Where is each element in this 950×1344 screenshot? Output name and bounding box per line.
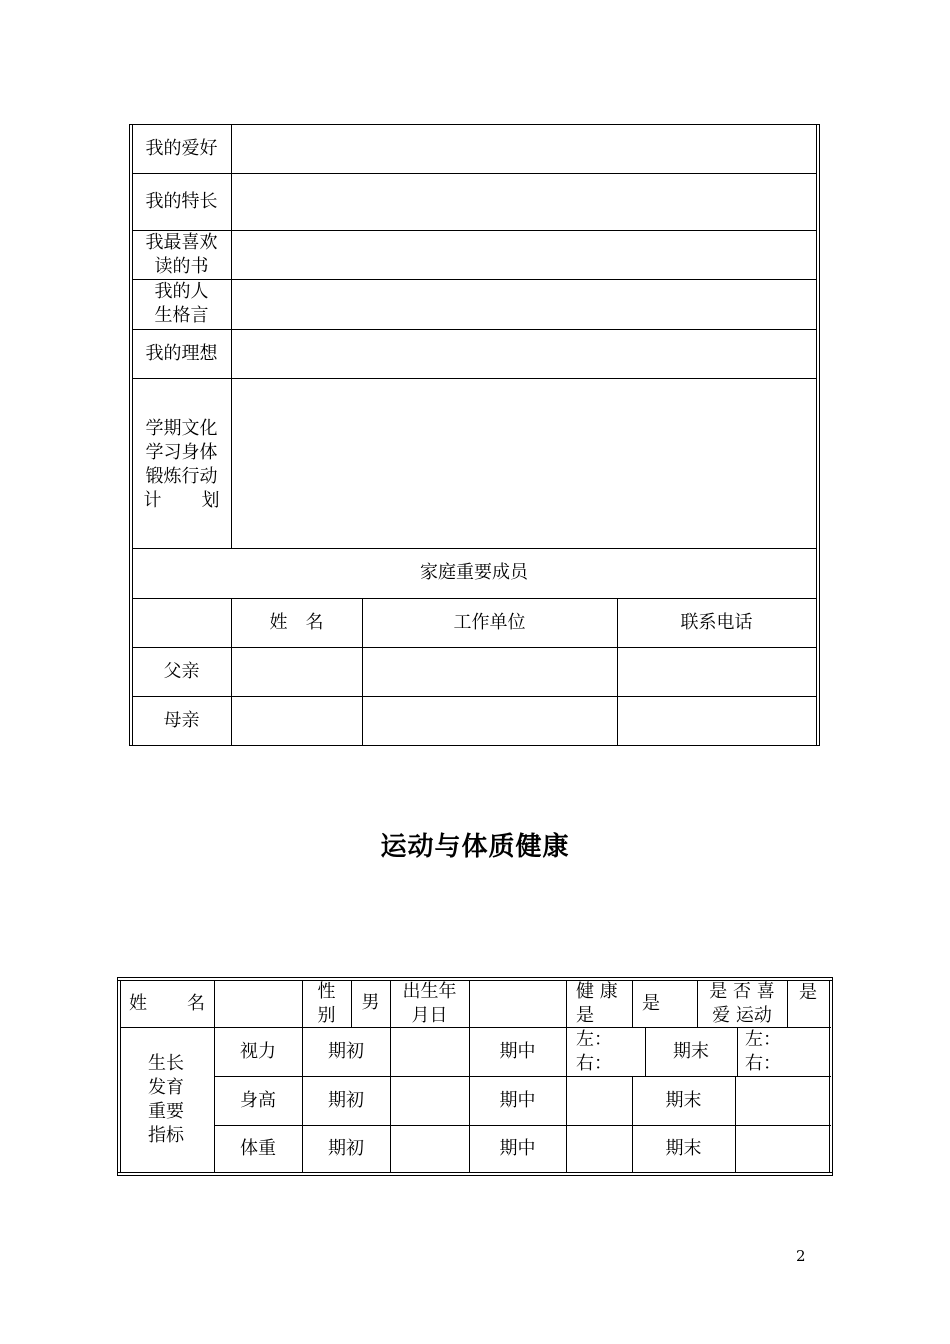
col-name-header: 姓 名 bbox=[269, 611, 324, 633]
weight-label: 体重 bbox=[240, 1138, 276, 1159]
ideal-label: 我的理想 bbox=[145, 342, 218, 364]
col-phone-header: 联系电话 bbox=[680, 611, 753, 633]
mother-row-label: 母亲 bbox=[163, 709, 200, 731]
height-label: 身高 bbox=[240, 1089, 276, 1111]
father-name-field[interactable] bbox=[232, 648, 362, 696]
vision-term-end-label: 期末 bbox=[673, 1040, 709, 1062]
likes-sport-value[interactable]: 是 bbox=[799, 982, 817, 1003]
weight-term-start-field[interactable] bbox=[391, 1126, 469, 1173]
healthy-value[interactable]: 是 bbox=[642, 992, 660, 1014]
birth-date-label: 出生年 月日 bbox=[402, 980, 457, 1026]
name-label: 姓 名 bbox=[129, 992, 205, 1014]
hobby-label: 我的爱好 bbox=[145, 137, 218, 159]
family-section-title: 家庭重要成员 bbox=[420, 562, 528, 583]
vision-term-start-label: 期初 bbox=[328, 1040, 364, 1062]
weight-term-end-field[interactable] bbox=[736, 1126, 829, 1173]
weight-term-end-label: 期末 bbox=[665, 1138, 702, 1159]
weight-term-mid-label: 期中 bbox=[499, 1138, 536, 1159]
student-name-field[interactable] bbox=[215, 981, 302, 1027]
height-term-end-field[interactable] bbox=[736, 1077, 829, 1125]
height-term-end-label: 期末 bbox=[665, 1089, 702, 1111]
motto-label: 我的人 生格言 bbox=[154, 281, 209, 326]
plan-field[interactable] bbox=[232, 379, 816, 548]
gender-label: 性 别 bbox=[317, 980, 336, 1026]
height-term-start-field[interactable] bbox=[391, 1077, 469, 1125]
col-work-header: 工作单位 bbox=[453, 611, 526, 633]
father-row-label: 父亲 bbox=[163, 660, 200, 682]
healthy-label: 健 康 是 bbox=[576, 980, 618, 1026]
growth-indicators-label: 生长 发育 重要 指标 bbox=[148, 1053, 184, 1146]
specialty-field[interactable] bbox=[232, 174, 816, 230]
weight-term-start-label: 期初 bbox=[328, 1138, 364, 1159]
father-work-field[interactable] bbox=[363, 648, 617, 696]
ideal-field[interactable] bbox=[232, 330, 816, 378]
gender-value[interactable]: 男 bbox=[361, 992, 380, 1013]
vision-term-end-field[interactable]: 左： 右： bbox=[745, 1028, 781, 1074]
father-phone-field[interactable] bbox=[618, 648, 816, 696]
likes-sport-label: 是 否 喜 爱 运动 bbox=[709, 980, 775, 1026]
height-term-mid-field[interactable] bbox=[567, 1077, 632, 1125]
hobby-field[interactable] bbox=[232, 125, 816, 173]
section-title: 运动与体质健康 bbox=[380, 832, 570, 862]
mother-work-field[interactable] bbox=[363, 697, 617, 745]
vision-term-start-field[interactable] bbox=[391, 1028, 469, 1076]
mother-phone-field[interactable] bbox=[618, 697, 816, 745]
height-term-start-label: 期初 bbox=[328, 1089, 364, 1111]
favorite-book-label: 我最喜欢 读的书 bbox=[145, 231, 218, 277]
vision-term-mid-label: 期中 bbox=[499, 1040, 536, 1062]
vision-label: 视力 bbox=[240, 1040, 276, 1062]
weight-term-mid-field[interactable] bbox=[567, 1126, 632, 1173]
page-number: 2 bbox=[796, 1247, 806, 1265]
birth-date-field[interactable] bbox=[470, 981, 566, 1027]
motto-field[interactable] bbox=[232, 280, 816, 329]
plan-label: 学期文化 学习身体 锻炼行动 计 划 bbox=[143, 418, 220, 511]
favorite-book-field[interactable] bbox=[232, 231, 816, 279]
specialty-label: 我的特长 bbox=[145, 190, 218, 212]
mother-name-field[interactable] bbox=[232, 697, 362, 745]
height-term-mid-label: 期中 bbox=[499, 1089, 536, 1111]
vision-term-mid-field[interactable]: 左： 右： bbox=[576, 1028, 612, 1074]
